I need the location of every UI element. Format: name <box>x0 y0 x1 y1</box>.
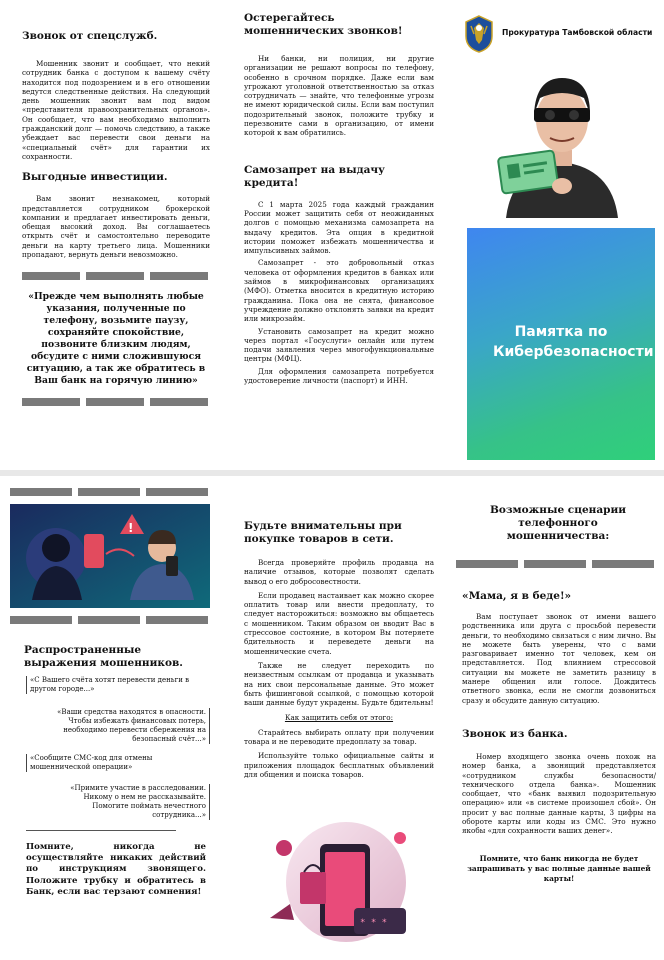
prosecutor-emblem-icon <box>462 14 496 54</box>
note-bank-card: Помните, что банк никогда не будет запрашивать у вас полные данные вашей карты! <box>467 854 651 883</box>
panel-online-shopping <box>244 476 434 960</box>
hacker-illustration <box>466 58 656 222</box>
text-credit-ban-3: Установить самозапрет на кредит можно через портал «Госуслуги» онлайн или путем подачи заявления через многофункциональные центры (МФЦ). <box>244 326 434 364</box>
heading-special-services: Звонок от спецслужб. <box>22 30 158 42</box>
text-shopping-5: Используйте только официальные сайты и приложения площадок бесплатных объявлений для общения и поиска товаров. <box>244 751 434 779</box>
text-credit-ban-1: С 1 марта 2025 года каждый гражданин России может защитить себя от неожиданных долгов с помощью механизма самозапрета на выдачу кредитов. Эта опция в кредитной истории поможет избежать мошенничества и импульсивных займов. <box>244 199 434 256</box>
phrase-sms-code: «Сообщите СМС-код для отмены мошеннической операции» <box>26 754 196 772</box>
text-credit-ban-4: Для оформления самозапрета потребуется удостоверение личности (паспорт) и ИНН. <box>244 366 434 386</box>
heading-calls-warning: Остерегайтесь мошеннических звонков! <box>244 12 403 37</box>
phone-scam-illustration <box>10 504 210 608</box>
text-investments: Вам звонит незнакомец, который представляется сотрудником брокерской компании и предлагает инвестировать деньги, обещая высокий доход. Вы соглашаетесь открыть счёт и самостоятельно переводите деньги на карту третьего лица. Мошенники пропадают, вернуть деньги невозможно. <box>22 194 210 260</box>
divider-bar <box>150 272 208 280</box>
heading-bank-call: Звонок из банка. <box>462 728 568 740</box>
svg-text:* * *: * * * <box>360 918 388 928</box>
heading-investments: Выгодные инвестиции. <box>22 171 168 184</box>
divider-bar <box>86 398 144 406</box>
note-divider <box>26 830 176 831</box>
divider-bar <box>592 560 654 568</box>
brochure-inner-side <box>0 476 664 960</box>
text-special-services: Мошенник звонит и сообщает, что некий сотрудник банка с доступом к вашему счёту находится под подозрением и в его отношении ведутся следственные действия. На следующий день мошенник звонит вам под видом «представителя правоохранительных органов». Он сообщает, что вам необходимо выполнить гражданский долг — помочь следствию, а также убеждает вас перевести свои деньги на «специальный счёт» для гарантии их сохранности. <box>22 59 210 161</box>
text-shopping-4: Старайтесь выбирать оплату при получении товара и не переводите предоплату за товар. <box>244 727 434 747</box>
online-shopping-illustration <box>250 808 428 948</box>
organization-name: Прокуратура Тамбовской области <box>502 28 653 37</box>
text-shopping-3: Также не следует переходить по неизвестным ссылкам от продавца и указывать на них свои персональные данные. Это может быть фишинговой ссылкой, с помощью которой ваши данные будут украдены. Будьте бдительны! <box>244 660 434 708</box>
heading-mom-trouble: «Мама, я в беде!» <box>462 590 572 602</box>
panel-phone-fraud <box>452 476 658 960</box>
brochure-outer-side <box>0 0 664 470</box>
divider-bar <box>456 560 518 568</box>
svg-text:!: ! <box>128 521 134 535</box>
text-bank-call: Номер входящего звонка очень похож на номер банка, а звонящий представляется «сотрудником службы безопасности/технического отдела банка». Мошенник сообщает, что «банк выявил подозрительную операцию» или «в системе произошел сбой». Он просит у вас полные данные карты, 3 цифры на обороте карты или коды из СМС. Это нужно якобы «для сохранности ваших денег». <box>462 752 656 836</box>
heading-common-phrases: Распространенные выражения мошенников. <box>24 644 183 669</box>
note-hang-up: Помните, никогда не осуществляйте никаких действий по инструкциям звонящего. Положите трубку и обратитесь в Банк, если вас терзают сомнения! <box>26 842 206 897</box>
divider-bar <box>150 398 208 406</box>
panel-cover <box>452 0 664 470</box>
cover-banner <box>467 228 655 460</box>
divider-bar <box>78 488 140 496</box>
panel-calls-warning <box>244 0 434 470</box>
divider-bar <box>524 560 586 568</box>
phrase-safe-account: «Ваши средства находятся в опасности. Чтобы избежать финансовых потерь, необходимо перевести сбережения на безопасный счёт...» <box>46 708 210 744</box>
panel-special-services <box>22 0 210 470</box>
heading-credit-ban: Самозапрет на выдачу кредита! <box>244 163 385 189</box>
divider-bar <box>86 272 144 280</box>
divider-bar <box>10 616 72 624</box>
heading-online-shopping: Будьте внимательны при покупке товаров в сети. <box>244 520 402 545</box>
text-credit-ban-2: Самозапрет - это добровольный отказ человека от оформления кредитов в банках или займов в микрофинансовых организациях (МФО). Отметка вносится в кредитную историю гражданина. Пока она не снята, финансовое учреждение должно отклонять заявки на кредит или микрозайм. <box>244 258 434 324</box>
text-shopping-2: Если продавец настаивает как можно скорее оплатить товар или внести предоплату, то следует насторожиться: возможно вы общаетесь с мошенником. Таким образом он вводит Вас в стрессовое состояние, в котором Вы потеряете бдительность и переведете деньги на мошеннические счета. <box>244 590 434 656</box>
subheading-protect: Как защитить себя от этого: <box>284 713 394 723</box>
text-mom-trouble: Вам поступает звонок от имени вашего родственника или друга с просьбой перевести деньги, то необходимо связаться с ним лично. Вы не можете быть уверены, что с вами разговаривает именно тот человек, кем он представляется. Под влиянием стрессовой ситуации вы можете не заметить разницу в манере общения или голосе. Дождитесь ответного звонка, если не смогли дозвониться сразу и обсудите данную ситуацию. <box>462 612 656 705</box>
phrase-other-city: «С Вашего счёта хотят перевести деньги в другом городе...» <box>26 676 196 694</box>
divider-bar <box>78 616 140 624</box>
panel-common-phrases <box>4 476 210 960</box>
phrase-investigation: «Примите участие в расследовании. Никому о нем не рассказывайте. Помогите поймать нечестного сотрудника...» <box>46 784 210 820</box>
divider-bar <box>22 398 80 406</box>
quote-pause-advice: «Прежде чем выполнять любые указания, полученные по телефону, возьмите паузу, сохраняйте спокойствие, позвоните близким людям, обсудите с ними сложившуюся ситуацию, а так же обратитесь в Ваш банк на горячую линию» <box>26 291 206 387</box>
divider-bar <box>22 272 80 280</box>
divider-bar <box>10 488 72 496</box>
heading-phone-fraud: Возможные сценарии телефонного мошенничества: <box>489 504 627 542</box>
divider-bar <box>146 488 208 496</box>
text-shopping-1: Всегда проверяйте профиль продавца на наличие отзывов, которые позволят сделать вывод о его добросовестности. <box>244 558 434 586</box>
text-calls-warning: Ни банки, ни полиция, ни другие организации не решают вопросы по телефону, особенно в срочном порядке. Даже если вам угрожают уголовной ответственностью за отказ сотрудничать — знайте, что телефонные угрозы не имеют юридической силы. Если вам поступил подозрительный звонок, положите трубку и перезвоните сами в организацию, от имени которой к вам обратились. <box>244 54 434 138</box>
divider-bar <box>146 616 208 624</box>
cover-title: Памятка по Кибербезопасности <box>493 324 654 360</box>
